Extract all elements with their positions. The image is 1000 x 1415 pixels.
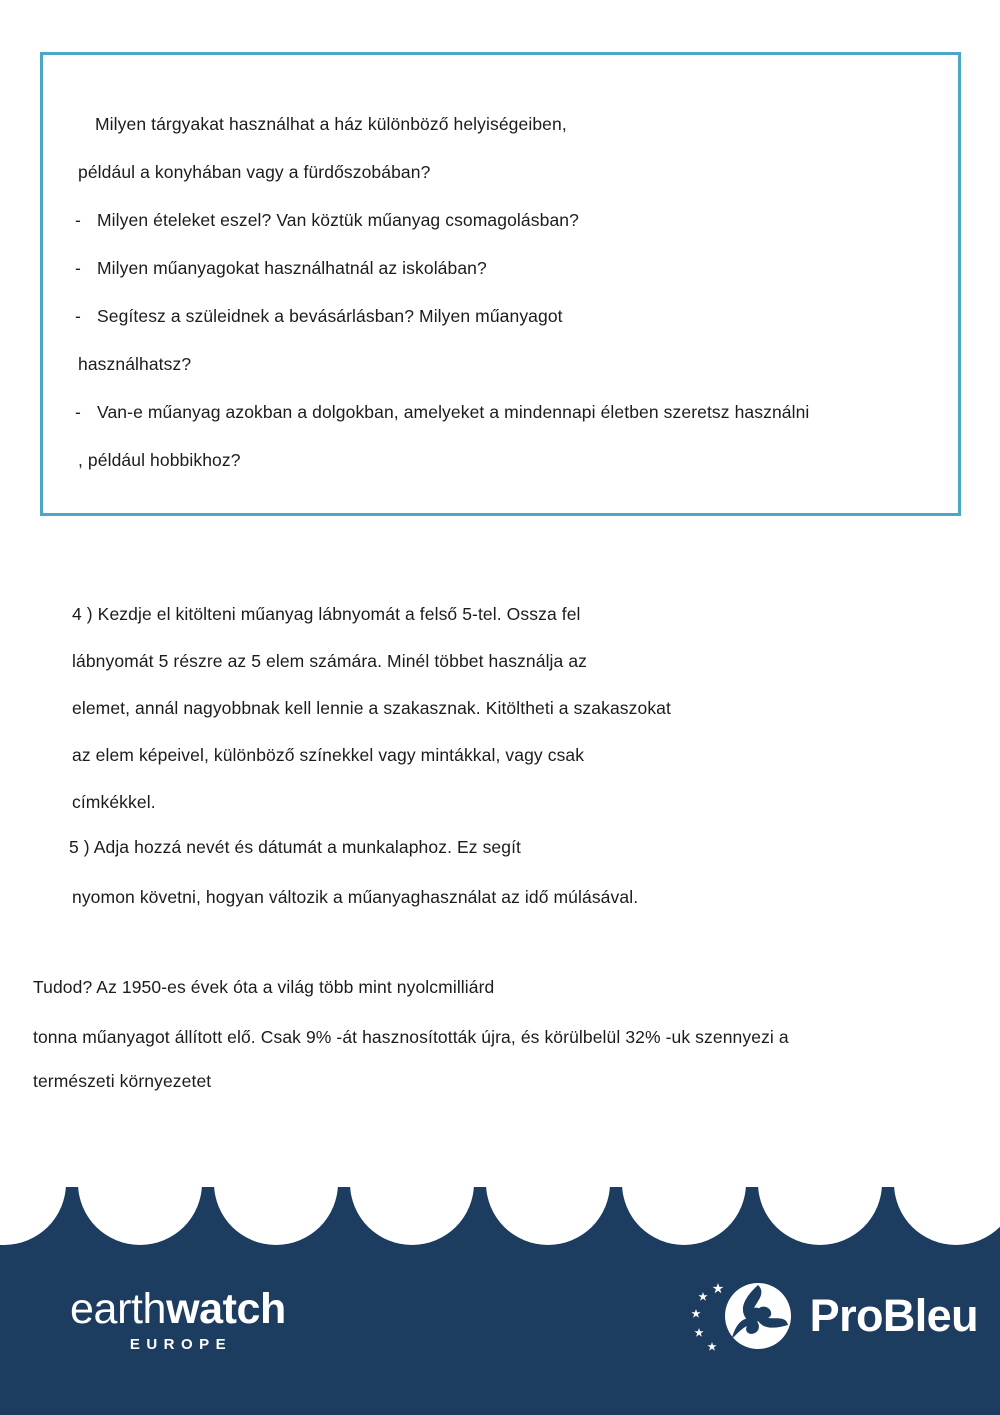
earthwatch-word-earth: earth [70, 1285, 167, 1333]
earthwatch-word-watch: watch [166, 1285, 286, 1333]
earthwatch-subtitle: EUROPE [129, 1336, 233, 1353]
question-bullet-item [75, 401, 809, 423]
body-text-line: 4 ) Kezdje el kitölteni műanyag lábnyomát a felső 5-tel. Ossza fel [72, 604, 581, 624]
eu-stars-arc [691, 1283, 723, 1351]
body-text-line: lábnyomát 5 részre az 5 elem számára. Minél többet használja az [72, 651, 588, 671]
body-text-line: nyomon követni, hogyan változik a műanyaghasználat az idő múlásával. [72, 887, 639, 907]
bullet-text: Milyen ételeket eszel? Van köztük műanyag csomagolásban? [97, 210, 579, 230]
wave-decoration [0, 1187, 1000, 1255]
question-text-line: például a konyhában vagy a fürdőszobában? [78, 162, 431, 182]
question-text-line: Milyen tárgyakat használhat a ház különböző helyiségeiben, [95, 114, 567, 134]
probleu-circle-mark [725, 1283, 791, 1349]
question-box [40, 52, 961, 516]
question-bullet-item [75, 209, 579, 231]
bullet-text: Milyen műanyagokat használhatnál az iskolában? [97, 258, 487, 278]
earthwatch-wordmark [28, 1285, 328, 1333]
bullet-dash: - [75, 306, 81, 326]
probleu-logo [690, 1279, 978, 1353]
probleu-water-emblem-icon [690, 1280, 798, 1352]
body-text-line: Tudod? Az 1950-es évek óta a világ több mint nyolcmilliárd [33, 977, 495, 997]
body-text-line: 5 ) Adja hozzá nevét és dátumát a munkalaphoz. Ez segít [69, 837, 522, 857]
question-box-content [43, 55, 958, 513]
question-bullet-item [75, 305, 563, 327]
probleu-wordmark: ProBleu [809, 1290, 978, 1341]
bullet-dash: - [75, 210, 81, 230]
bullet-text: Segítesz a szüleidnek a bevásárlásban? Milyen műanyagot [97, 306, 563, 326]
body-text-line: címkékkel. [72, 792, 156, 812]
bullet-dash: - [75, 402, 81, 422]
question-text-line: használhatsz? [78, 354, 192, 374]
question-text-line: , például hobbikhoz? [78, 450, 241, 470]
page-footer [0, 1193, 1000, 1415]
body-text-line: elemet, annál nagyobbnak kell lennie a szakasznak. Kitöltheti a szakaszokat [72, 698, 671, 718]
body-text-line: természeti környezetet [33, 1071, 212, 1091]
bullet-text: Van-e műanyag azokban a dolgokban, amelyeket a mindennapi életben szeretsz használni [97, 402, 810, 422]
body-text-line: tonna műanyagot állított elő. Csak 9% -át hasznosították újra, és körülbelül 32% -uk szennyezi a [33, 1027, 789, 1047]
question-bullet-item [75, 257, 487, 279]
bullet-dash: - [75, 258, 81, 278]
earthwatch-europe-logo [28, 1285, 328, 1353]
body-text-line: az elem képeivel, különböző színekkel vagy mintákkal, vagy csak [72, 745, 585, 765]
